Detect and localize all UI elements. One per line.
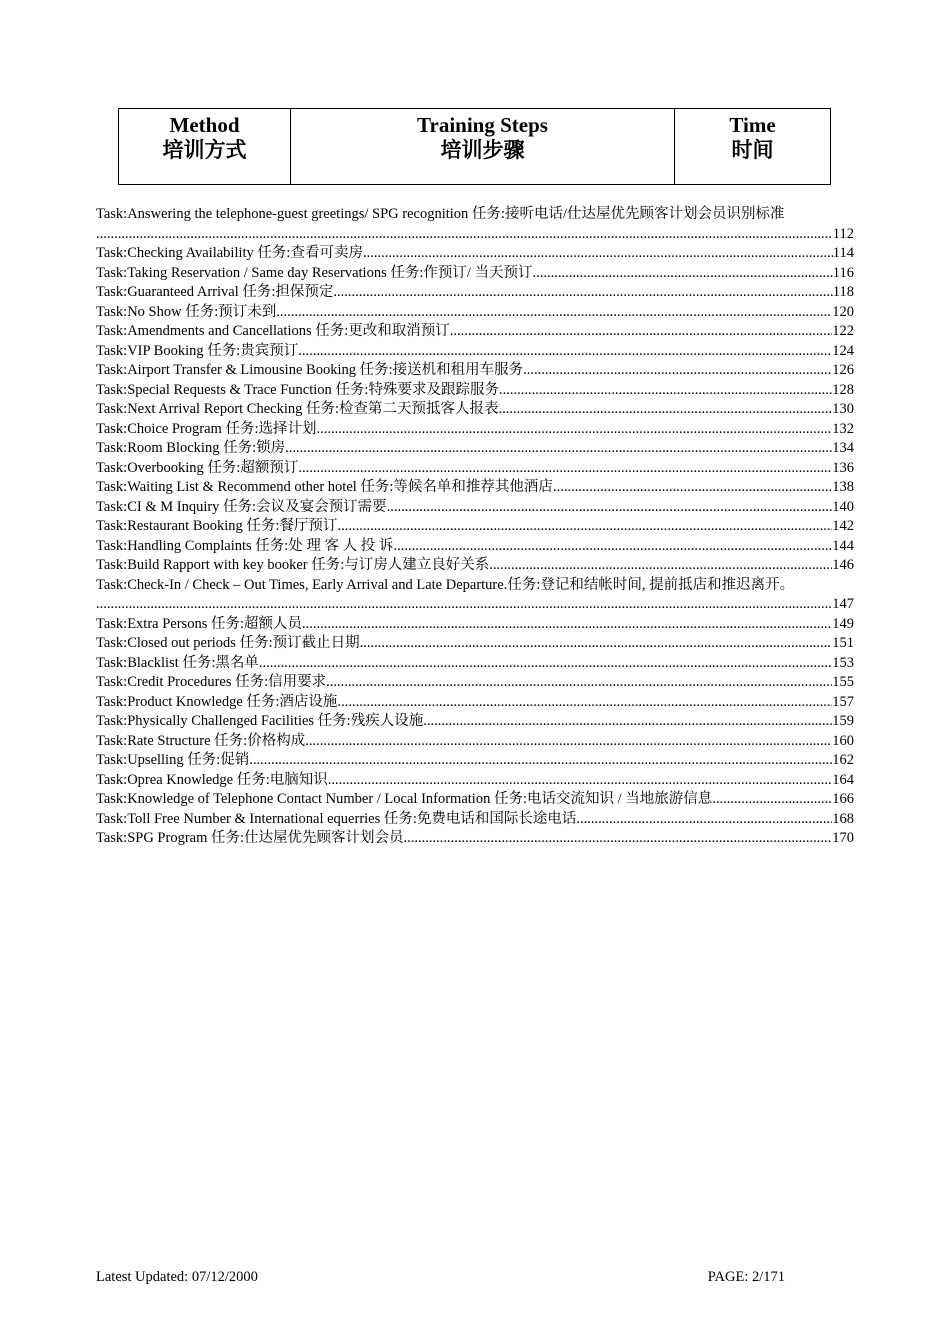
toc-entry-title: Task:Next Arrival Report Checking 任务:检查第二天预抵客人报表 xyxy=(96,401,499,417)
toc-leader-dots xyxy=(533,264,833,284)
toc-leader-dots xyxy=(96,595,832,615)
toc-entry[interactable] xyxy=(96,537,854,557)
toc-entry[interactable] xyxy=(96,576,854,615)
toc-entry[interactable] xyxy=(96,420,854,440)
toc-leader-dots xyxy=(712,790,832,810)
time-column-header xyxy=(674,109,830,184)
toc-entry[interactable] xyxy=(96,693,854,713)
toc-entry-row xyxy=(96,400,854,420)
toc-leader-dots xyxy=(360,634,833,654)
toc-leader-dots xyxy=(499,381,832,401)
toc-entry-title: Task:Handling Complaints 任务:处 理 客 人 投 诉 xyxy=(96,537,394,554)
toc-entry-page: 147 xyxy=(832,596,854,612)
toc-entry-title: Task:Answering the telephone-guest greetings/ SPG recognition 任务:接听电话/仕达屋优先顾客计划会员识别标准 xyxy=(96,206,785,222)
toc-entry-title: Task:Toll Free Number & International equerries 任务:免费电话和国际长途电话 xyxy=(96,810,577,827)
toc-leader-dots xyxy=(333,283,832,303)
toc-entry-title: Task:No Show 任务:预订未到 xyxy=(96,303,277,320)
header-table xyxy=(118,108,831,185)
toc-entry-title: Task:Checking Availability 任务:查看可卖房 xyxy=(96,245,363,261)
toc-entry[interactable] xyxy=(96,322,854,342)
toc-entry-page: 149 xyxy=(832,615,854,632)
toc-entry-row xyxy=(96,615,854,635)
toc-leader-dots xyxy=(259,654,832,674)
toc-entry[interactable] xyxy=(96,771,854,791)
toc-entry-row xyxy=(96,303,854,323)
toc-entry-page: 142 xyxy=(832,518,854,534)
toc-entry[interactable] xyxy=(96,283,854,303)
training-steps-label-en: Training Steps xyxy=(417,113,548,137)
toc-entry-title: Task:Extra Persons 任务:超额人员 xyxy=(96,615,302,632)
toc-entry-title: Task:Knowledge of Telephone Contact Number / Local Information 任务:电话交流知识 / 当地旅游信息 xyxy=(96,791,713,807)
toc-entry-row xyxy=(96,712,854,732)
toc-leader-dots xyxy=(305,732,832,752)
toc-entry[interactable] xyxy=(96,264,854,284)
toc-entry-row xyxy=(96,478,854,498)
toc-leader-dots xyxy=(450,322,832,342)
toc-entry-row xyxy=(96,634,854,654)
toc-leader-dots xyxy=(393,537,832,557)
toc-entry[interactable] xyxy=(96,381,854,401)
toc-entry[interactable] xyxy=(96,751,854,771)
toc-leader-dots xyxy=(404,829,833,849)
toc-leader-dots xyxy=(302,615,832,635)
toc-leader-dots xyxy=(489,556,832,576)
toc-leader-dots xyxy=(298,459,832,479)
toc-entry-page: 140 xyxy=(832,498,854,515)
toc-entry-page: 124 xyxy=(832,342,854,359)
toc-entry-page: 114 xyxy=(832,245,854,261)
toc-entry-title: Task:Credit Procedures 任务:信用要求 xyxy=(96,674,327,690)
toc-entry-page: 153 xyxy=(832,654,854,671)
toc-leader-dots xyxy=(363,244,833,264)
toc-leader-dots xyxy=(576,810,832,830)
toc-entry-row xyxy=(96,439,854,459)
toc-entry-row xyxy=(96,751,854,771)
toc-leader-dots xyxy=(276,303,832,323)
toc-entry-row xyxy=(96,322,854,342)
last-updated-text: Latest Updated: 07/12/2000 xyxy=(96,1269,258,1285)
toc-entry[interactable] xyxy=(96,615,854,635)
toc-entry-title: Task:Blacklist 任务:黑名单 xyxy=(96,654,259,671)
toc-leader-dots xyxy=(298,342,832,362)
toc-entry[interactable] xyxy=(96,459,854,479)
toc-entry[interactable] xyxy=(96,634,854,654)
toc-entry-title: Task:Taking Reservation / Same day Reservations 任务:作预订/ 当天预订 xyxy=(96,264,533,281)
toc-entry-row xyxy=(96,342,854,362)
page-number-text: PAGE: 2/171 xyxy=(707,1269,785,1285)
toc-entry[interactable] xyxy=(96,244,854,264)
toc-entry-row xyxy=(96,673,854,693)
toc-entry-row xyxy=(96,537,854,557)
toc-entry-row xyxy=(96,790,854,810)
toc-entry-row xyxy=(96,361,854,381)
toc-entry-page: 144 xyxy=(832,537,854,554)
toc-entry[interactable] xyxy=(96,205,854,244)
method-label-cn: 培训方式 xyxy=(162,138,247,162)
toc-entry-title: Task:Oprea Knowledge 任务:电脑知识 xyxy=(96,771,328,788)
toc-entry-page: 132 xyxy=(832,420,854,437)
toc-entry-title: Task:CI & M Inquiry 任务:会议及宴会预订需要 xyxy=(96,498,387,515)
page-footer xyxy=(96,1269,785,1286)
toc-entry-leader-row xyxy=(96,595,854,615)
toc-entry[interactable] xyxy=(96,517,854,537)
toc-entry[interactable] xyxy=(96,400,854,420)
toc-entry-page: 116 xyxy=(832,264,854,281)
toc-entry-title: Task:SPG Program 任务:仕达屋优先顾客计划会员 xyxy=(96,830,404,846)
time-label-cn: 时间 xyxy=(731,138,774,162)
toc-entry-row xyxy=(96,693,854,713)
toc-entry-row xyxy=(96,654,854,674)
toc-leader-dots xyxy=(337,693,832,713)
toc-entry[interactable] xyxy=(96,303,854,323)
toc-entry-page: 138 xyxy=(832,479,854,495)
toc-entry-title: Task:Build Rapport with key booker 任务:与订房人建立良好关系 xyxy=(96,557,490,573)
toc-leader-dots xyxy=(285,439,832,459)
toc-entry-title: Task:Product Knowledge 任务:酒店设施 xyxy=(96,693,338,710)
toc-entry-page: 162 xyxy=(832,752,854,768)
toc-entry[interactable] xyxy=(96,790,854,810)
toc-entry-row xyxy=(96,498,854,518)
toc-entry-leader-row xyxy=(96,225,854,245)
toc-entry-page: 118 xyxy=(832,284,854,300)
toc-entry-title: Task:Physically Challenged Facilities 任务:残疾人设施 xyxy=(96,713,424,729)
toc-entry-title: Task:Waiting List & Recommend other hotel 任务:等候名单和推荐其他酒店 xyxy=(96,479,553,495)
toc-leader-dots xyxy=(96,225,833,245)
toc-entry-row xyxy=(96,771,854,791)
toc-entry-page: 168 xyxy=(832,810,854,827)
toc-entry[interactable] xyxy=(96,361,854,381)
method-label-en: Method xyxy=(169,113,240,137)
toc-entry-title: Task:Room Blocking 任务:锁房 xyxy=(96,440,286,456)
toc-entry-page: 166 xyxy=(832,791,854,807)
toc-entry-row xyxy=(96,459,854,479)
toc-entry-title: Task:Check-In / Check – Out Times, Early Arrival and Late Departure.任务:登记和结帐时间, 提前抵店和推迟离开。 xyxy=(96,576,795,593)
toc-entry-page: 160 xyxy=(832,732,854,749)
table-of-contents xyxy=(96,205,854,849)
toc-entry-page: 151 xyxy=(832,635,854,651)
toc-entry-row xyxy=(96,420,854,440)
toc-entry[interactable] xyxy=(96,478,854,498)
toc-entry-page: 122 xyxy=(832,323,854,339)
toc-entry-title: Task:Special Requests & Trace Function 任务:特殊要求及跟踪服务 xyxy=(96,381,499,398)
toc-leader-dots xyxy=(326,673,832,693)
training-steps-column-header xyxy=(290,109,674,184)
toc-entry-row xyxy=(96,732,854,752)
toc-entry-title: Task:Upselling 任务:促销 xyxy=(96,752,250,768)
toc-entry-title: Task:Guaranteed Arrival 任务:担保预定 xyxy=(96,284,334,300)
toc-entry-row xyxy=(96,283,854,303)
toc-entry-title: Task:Closed out periods 任务:预订截止日期 xyxy=(96,635,360,651)
toc-leader-dots xyxy=(387,498,833,518)
toc-entry-page: 155 xyxy=(832,674,854,690)
toc-entry-row xyxy=(96,264,854,284)
toc-entry-page: 170 xyxy=(832,830,854,846)
toc-entry-title: Task:Airport Transfer & Limousine Booking 任务:接送机和租用车服务 xyxy=(96,362,524,378)
toc-leader-dots xyxy=(317,420,833,440)
toc-leader-dots xyxy=(423,712,832,732)
toc-entry[interactable] xyxy=(96,439,854,459)
toc-entry-page: 134 xyxy=(832,440,854,456)
toc-entry-page: 146 xyxy=(832,557,854,573)
toc-entry-title: Task:Restaurant Booking 任务:餐厅预订 xyxy=(96,518,338,534)
toc-entry-row xyxy=(96,829,854,849)
toc-entry[interactable] xyxy=(96,732,854,752)
toc-entry-title: Task:Amendments and Cancellations 任务:更改和取消预订 xyxy=(96,323,450,339)
toc-entry-title: Task:VIP Booking 任务:贵宾预订 xyxy=(96,342,299,359)
training-steps-label-cn: 培训步骤 xyxy=(440,138,525,162)
toc-entry-row xyxy=(96,810,854,830)
toc-entry[interactable] xyxy=(96,712,854,732)
toc-entry-page: 164 xyxy=(832,771,854,788)
toc-entry-row xyxy=(96,244,854,264)
toc-leader-dots xyxy=(499,400,833,420)
toc-entry-title: Task:Rate Structure 任务:价格构成 xyxy=(96,732,306,749)
toc-leader-dots xyxy=(553,478,832,498)
toc-entry-title: Task:Overbooking 任务:超额预订 xyxy=(96,459,299,476)
toc-entry-page: 126 xyxy=(832,362,854,378)
toc-entry-page: 159 xyxy=(832,713,854,729)
toc-entry-page: 120 xyxy=(832,303,854,320)
toc-entry[interactable] xyxy=(96,673,854,693)
toc-entry[interactable] xyxy=(96,810,854,830)
toc-leader-dots xyxy=(523,361,832,381)
toc-entry[interactable] xyxy=(96,498,854,518)
method-column-header xyxy=(119,109,290,184)
toc-entry-page: 136 xyxy=(832,459,854,476)
toc-entry-page: 130 xyxy=(832,401,854,417)
toc-entry-page: 112 xyxy=(832,225,854,242)
toc-entry-row xyxy=(96,517,854,537)
toc-entry[interactable] xyxy=(96,342,854,362)
toc-entry-title: Task:Choice Program 任务:选择计划 xyxy=(96,420,317,437)
toc-entry[interactable] xyxy=(96,829,854,849)
toc-entry-row xyxy=(96,556,854,576)
toc-entry[interactable] xyxy=(96,654,854,674)
toc-entry-page: 128 xyxy=(832,381,854,398)
toc-entry-page: 157 xyxy=(832,693,854,710)
toc-entry-row xyxy=(96,381,854,401)
toc-leader-dots xyxy=(249,751,832,771)
time-label-en: Time xyxy=(729,113,776,137)
toc-leader-dots xyxy=(328,771,833,791)
toc-entry[interactable] xyxy=(96,556,854,576)
toc-leader-dots xyxy=(337,517,832,537)
